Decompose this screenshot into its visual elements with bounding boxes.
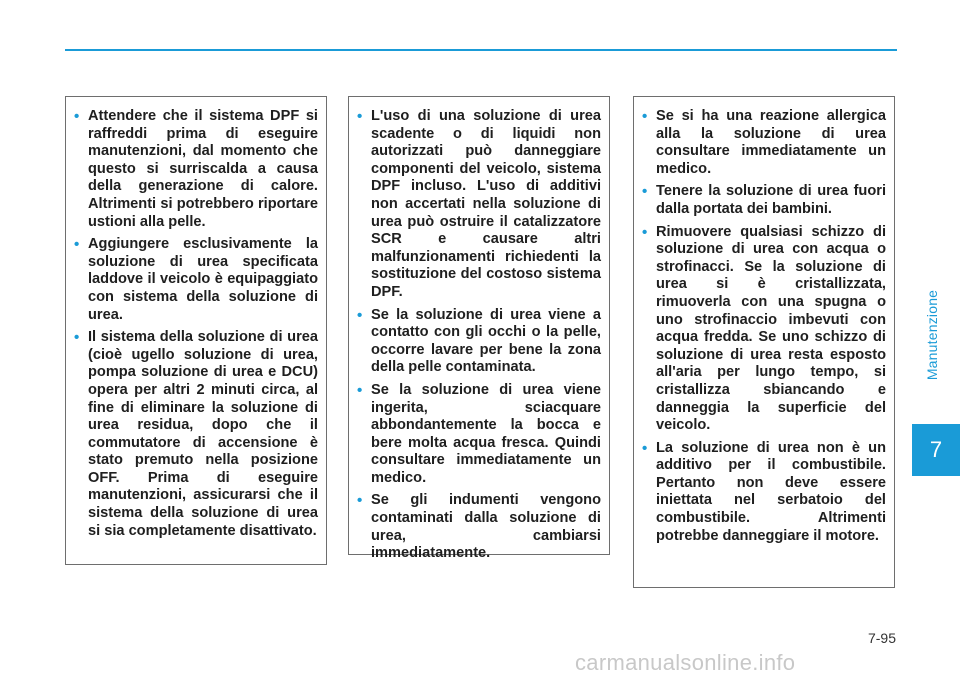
list-item: [74, 108, 318, 231]
list-item-text: La soluzione di urea non è un additivo per il combustibile. Pertanto non deve essere iniettata nel serbatoio del combustibile. Altrimenti potrebbe danneggiare il motore.: [656, 439, 886, 544]
bullet-dot-icon: •: [357, 306, 363, 324]
bullet-dot-icon: •: [357, 492, 363, 510]
bullet-dot-icon: •: [642, 439, 648, 457]
watermark: carmanualsonline.info: [575, 650, 796, 675]
list-item: [357, 382, 601, 488]
bullet-list: [357, 108, 601, 563]
list-item-text: L'uso di una soluzione di urea scadente o di liquidi non autorizzati può danneggiare componenti del veicolo, sistema DPF incluso. L'uso di additivi non accertati nella soluzione di urea può ostruire il catalizzatore SCR e causare altri malfunzionamenti richiedenti la sostituzione del costoso sistema DPF.: [371, 108, 601, 300]
bullet-list: [74, 108, 318, 540]
bullet-dot-icon: •: [357, 381, 363, 399]
list-item-text: Il sistema della soluzione di urea (cioè ugello soluzione di urea, pompa soluzione di urea e DCU) opera per altri 2 minuti circa, al fine di eliminare la soluzione di urea residua, dopo che il commutatore di accensione è stato premuto nella posizione OFF. Prima di eseguire manutenzioni, assicurarsi che il sistema della soluzione di urea si sia completamente disattivato.: [88, 329, 318, 539]
chapter-tab: 7: [912, 424, 960, 476]
header-rule: [65, 49, 897, 51]
list-item: [642, 224, 886, 435]
list-item: [357, 108, 601, 302]
bullet-dot-icon: •: [74, 236, 80, 254]
list-item: [74, 236, 318, 324]
list-item: [642, 183, 886, 218]
bullet-dot-icon: •: [642, 223, 648, 241]
bullet-dot-icon: •: [642, 108, 648, 125]
section-label-text: Manutenzione: [924, 289, 941, 381]
bullet-dot-icon: •: [74, 329, 80, 347]
list-item-text: Se gli indumenti vengono contaminati dalla soluzione di urea, cambiarsi immediatamente.: [371, 492, 601, 562]
list-item-text: Se si ha una reazione allergica alla la soluzione di urea consultare immediatamente un medico.: [656, 108, 886, 177]
list-item-text: Se la soluzione di urea viene ingerita, sciacquare abbondantemente la bocca e bere molta acqua fresca. Quindi consultare immediatamente un medico.: [371, 381, 601, 486]
warning-box-1: [65, 96, 327, 565]
list-item-text: Attendere che il sistema DPF si raffreddi prima di eseguire manutenzioni, dal momento che questo si surriscalda a causa della generazione di calore. Altrimenti si potrebbero riportare ustioni alla pelle.: [88, 108, 318, 230]
list-item-text: Se la soluzione di urea viene a contatto con gli occhi o la pelle, occorre lavare per bene la zona della pelle contaminata.: [371, 306, 601, 376]
list-item-text: Aggiungere esclusivamente la soluzione di urea specificata laddove il veicolo è equipaggiato con sistema della soluzione di urea.: [88, 236, 318, 323]
warning-box-3: [633, 96, 895, 588]
list-item-text: Rimuovere qualsiasi schizzo di soluzione di urea con acqua o strofinacci. Se la soluzione di urea si è cristallizzata, rimuoverla con una spugna o uno strofinaccio imbevuti con acqua fredda. Se uno schizzo di soluzione di urea resta esposto all'aria per lungo tempo, si cristallizza sbiancando e danneggia la superficie del veicolo.: [656, 223, 886, 434]
bullet-dot-icon: •: [74, 108, 80, 125]
bullet-list: [642, 108, 886, 545]
section-side-label: [920, 260, 944, 410]
warning-box-2: [348, 96, 610, 562]
list-item: [642, 108, 886, 178]
page-number: 7-95: [867, 630, 896, 646]
list-item: [74, 329, 318, 540]
list-item: [357, 492, 601, 562]
bullet-dot-icon: •: [357, 108, 363, 125]
list-item: [642, 440, 886, 546]
bullet-dot-icon: •: [642, 183, 648, 201]
list-item-text: Tenere la soluzione di urea fuori dalla portata dei bambini.: [656, 183, 886, 217]
list-item: [357, 307, 601, 377]
